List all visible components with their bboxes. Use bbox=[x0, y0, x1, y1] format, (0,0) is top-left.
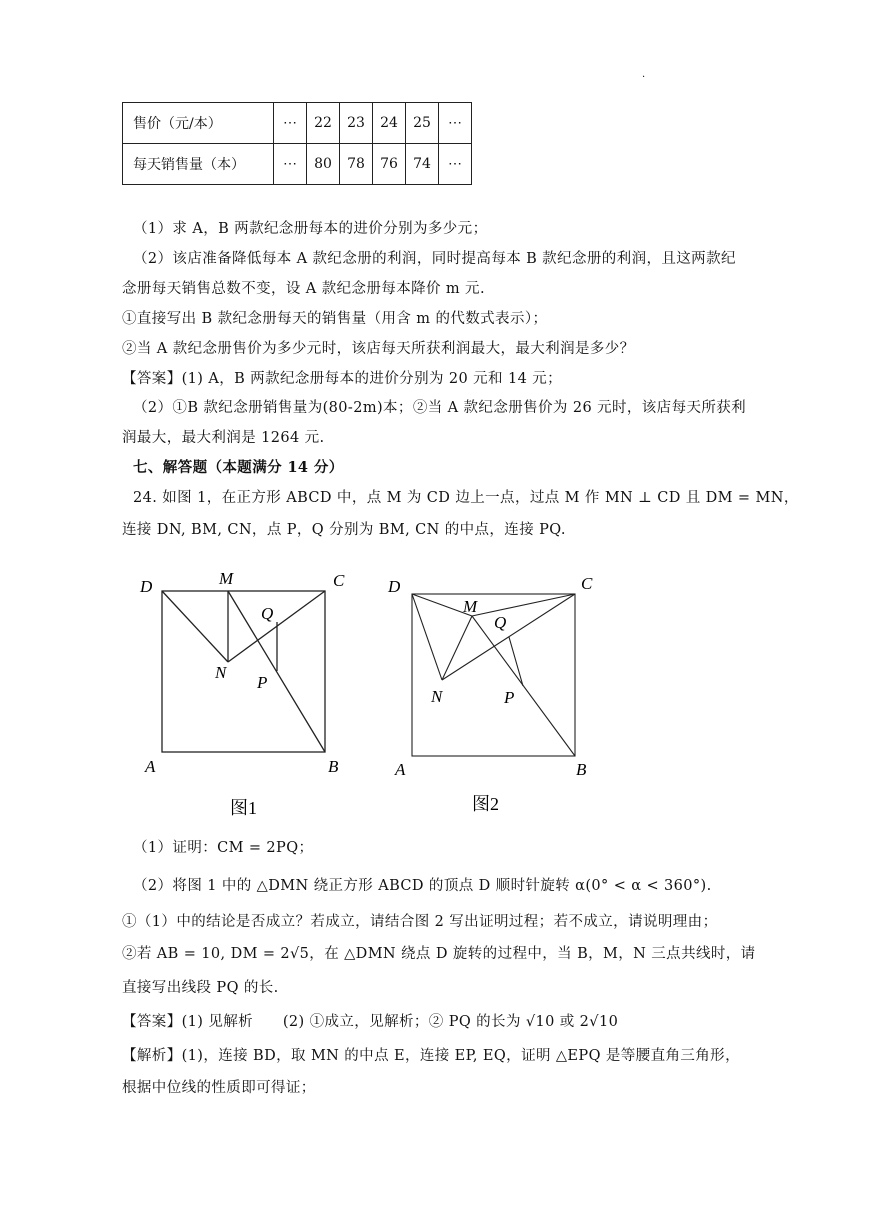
table-cell: 80 bbox=[307, 144, 340, 185]
fig2-label-B: B bbox=[576, 760, 587, 779]
p24-analysis-line1: 【解析】(1)，连接 BD，取 MN 的中点 E，连接 EP, EQ，证明 △EPQ 是等腰直角三角形， bbox=[122, 1048, 740, 1064]
fig1-label-M: M bbox=[219, 569, 234, 588]
p23-question-2-line1: （2）该店准备降低每本 A 款纪念册的利润，同时提高每本 B 款纪念册的利润，且这两款纪 bbox=[133, 251, 736, 267]
fig2-label-A: A bbox=[395, 760, 406, 779]
fig1-caption: 图1 bbox=[230, 798, 257, 818]
fig1-label-D: D bbox=[140, 577, 153, 596]
table-cell: 23 bbox=[340, 103, 373, 144]
p23-answer-line3: 润最大，最大利润是 1264 元. bbox=[122, 430, 325, 446]
p24-stem-line1: 24. 如图 1，在正方形 ABCD 中，点 M 为 CD 边上一点，过点 M 作 MN ⊥ CD 且 DM = MN， bbox=[133, 490, 799, 506]
table-cell: ⋯ bbox=[274, 103, 307, 144]
p23-answer-line1: 【答案】(1) A，B 两款纪念册每本的进价分别为 20 元和 14 元； bbox=[122, 371, 563, 387]
table-cell: 22 bbox=[307, 103, 340, 144]
p24-subquestion-2-line1: ②若 AB = 10, DM = 2√5，在 △DMN 绕点 D 旋转的过程中，当 B，M，N 三点共线时，请 bbox=[122, 946, 756, 962]
table-cell: 24 bbox=[373, 103, 406, 144]
table-row-header: 每天销售量（本） bbox=[123, 144, 274, 185]
fig1-label-Q: Q bbox=[261, 604, 274, 623]
p23-answer-line2: （2）①B 款纪念册销售量为(80-2m)本；②当 A 款纪念册售价为 26 元时，该店每天所获利 bbox=[133, 400, 747, 416]
fig1-label-A: A bbox=[145, 757, 156, 776]
table-row bbox=[123, 144, 472, 185]
fig1-label-C: C bbox=[333, 571, 345, 590]
p23-subquestion-2: ②当 A 款纪念册售价为多少元时，该店每天所获利润最大，最大利润是多少？ bbox=[122, 341, 635, 357]
p24-answer: 【答案】(1) 见解析 (2) ①成立，见解析；② PQ 的长为 √10 或 2√10 bbox=[122, 1014, 619, 1030]
p23-subquestion-1: ①直接写出 B 款纪念册每天的销售量（用含 m 的代数式表示）； bbox=[122, 311, 548, 327]
table-cell: ⋯ bbox=[274, 144, 307, 185]
p24-question-2: （2）将图 1 中的 △DMN 绕正方形 ABCD 的顶点 D 顺时针旋转 α(0° < α < 360°). bbox=[133, 878, 712, 894]
figure-1 bbox=[130, 560, 360, 820]
fig1-label-N: N bbox=[215, 663, 227, 682]
table-cell: ⋯ bbox=[439, 103, 472, 144]
table-row-header: 售价（元/本） bbox=[123, 103, 274, 144]
table-cell: ⋯ bbox=[439, 144, 472, 185]
p23-question-1: （1）求 A，B 两款纪念册每本的进价分别为多少元； bbox=[133, 221, 488, 237]
fig2-caption: 图2 bbox=[472, 794, 499, 814]
fig2-label-D: D bbox=[388, 577, 401, 596]
section-heading: 七、解答题（本题满分 14 分） bbox=[133, 459, 344, 476]
figure-2 bbox=[380, 565, 610, 825]
p24-subquestion-2-line2: 直接写出线段 PQ 的长. bbox=[122, 980, 279, 996]
fig1-label-P: P bbox=[257, 673, 268, 692]
fig1-label-B: B bbox=[328, 757, 339, 776]
fig2-label-P: P bbox=[504, 688, 515, 707]
p24-stem-line2: 连接 DN, BM, CN，点 P，Q 分别为 BM, CN 的中点，连接 PQ. bbox=[122, 522, 566, 538]
table-cell: 25 bbox=[406, 103, 439, 144]
table-cell: 78 bbox=[340, 144, 373, 185]
p24-subquestion-1: ①（1）中的结论是否成立？若成立，请结合图 2 写出证明过程；若不成立，请说明理由； bbox=[122, 914, 718, 930]
fig2-label-M: M bbox=[463, 597, 478, 616]
table-row bbox=[123, 103, 472, 144]
p23-question-2-line2: 念册每天销售总数不变，设 A 款纪念册每本降价 m 元. bbox=[122, 281, 485, 297]
fig2-label-C: C bbox=[581, 574, 593, 593]
table-cell: 74 bbox=[406, 144, 439, 185]
fig2-label-Q: Q bbox=[494, 613, 507, 632]
table-cell: 76 bbox=[373, 144, 406, 185]
fig2-label-N: N bbox=[431, 687, 443, 706]
price-sales-table bbox=[122, 102, 472, 185]
p24-analysis-line2: 根据中位线的性质即可得证； bbox=[122, 1080, 316, 1096]
p24-question-1: （1）证明：CM = 2PQ； bbox=[133, 840, 314, 856]
page-dot: · bbox=[642, 72, 646, 83]
